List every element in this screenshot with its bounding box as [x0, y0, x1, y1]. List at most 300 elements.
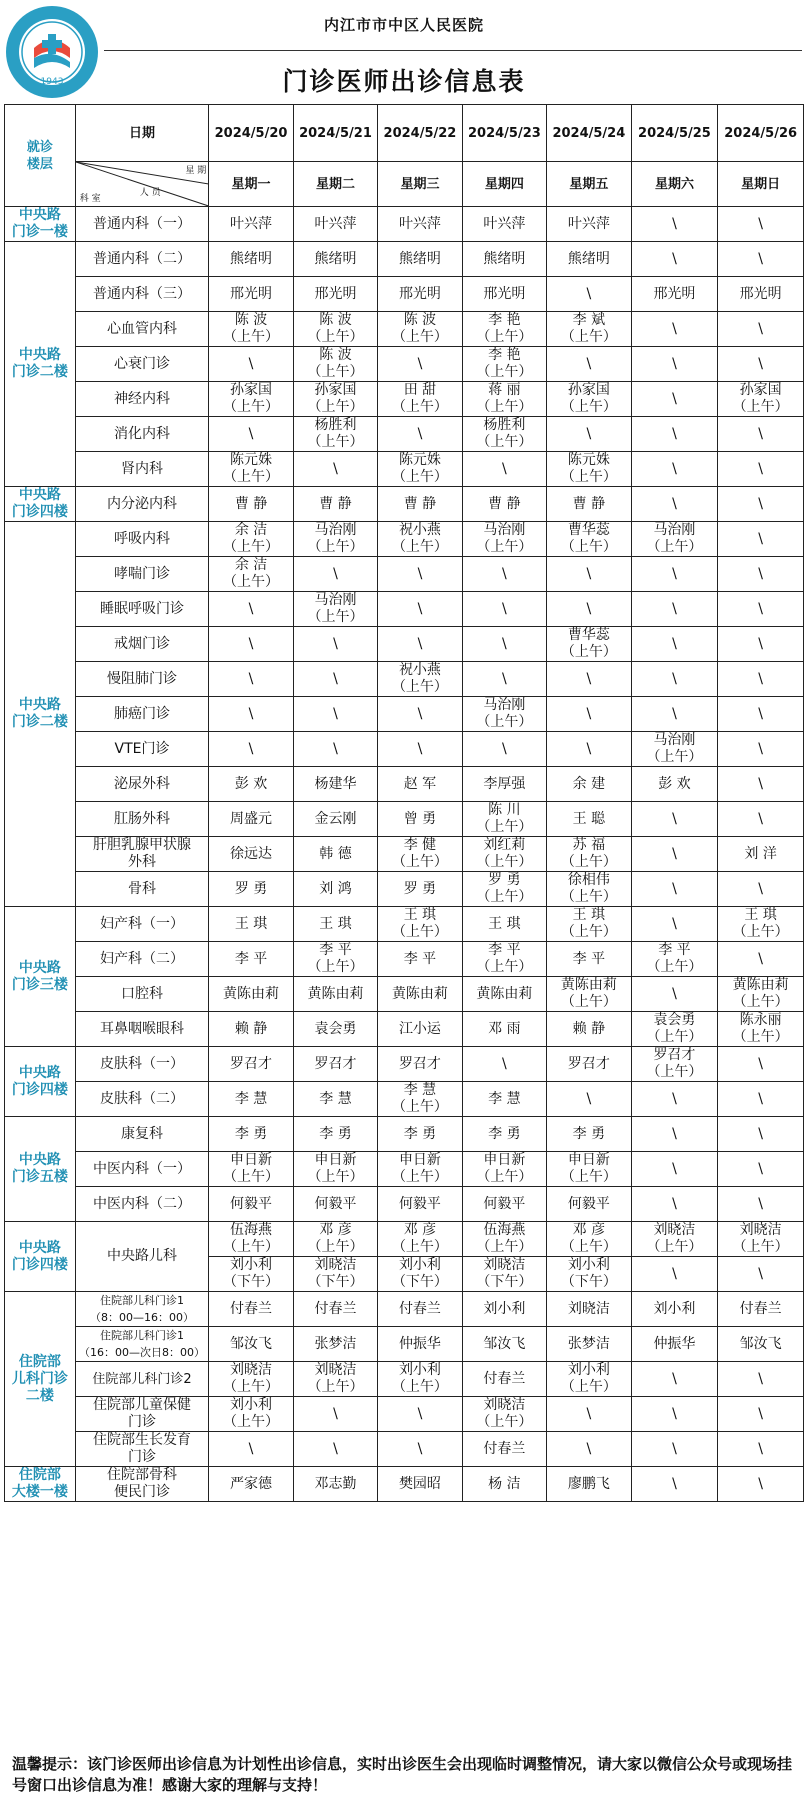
table-row [5, 1047, 804, 1082]
department-cell: 妇产科（二） [75, 942, 209, 977]
schedule-cell: 邢光明 [293, 277, 377, 312]
schedule-cell: \ [547, 277, 631, 312]
svg-text:1943: 1943 [40, 77, 64, 87]
schedule-cell: \ [378, 627, 462, 662]
schedule-cell: 付春兰 [718, 1292, 804, 1327]
date-label: 日期 [75, 105, 209, 162]
diagonal-header-cell [75, 162, 209, 207]
schedule-cell: 罗召才 （上午） [631, 1047, 718, 1082]
schedule-cell: \ [631, 907, 718, 942]
schedule-cell: 申日新 （上午） [293, 1152, 377, 1187]
schedule-cell: 邹汝飞 [462, 1327, 546, 1362]
schedule-cell: 刘小利 [631, 1292, 718, 1327]
department-cell: 骨科 [75, 872, 209, 907]
schedule-cell: 廖鹏飞 [547, 1467, 631, 1502]
schedule-cell: \ [631, 1187, 718, 1222]
schedule-cell: 孙家国 （上午） [547, 382, 631, 417]
table-row [5, 1432, 804, 1467]
schedule-cell: 申日新 （上午） [462, 1152, 546, 1187]
schedule-cell: 李厚强 [462, 767, 546, 802]
schedule-cell: 孙家国 （上午） [293, 382, 377, 417]
date-cell: 2024/5/20 [209, 105, 293, 162]
department-cell: 肾内科 [75, 452, 209, 487]
table-row [5, 487, 804, 522]
schedule-cell: \ [718, 1187, 804, 1222]
floor-column-header: 就诊 楼层 [5, 105, 76, 207]
schedule-cell: 邓 雨 [462, 1012, 546, 1047]
floor-cell: 中央路 门诊五楼 [5, 1117, 76, 1222]
schedule-body [5, 207, 804, 1502]
diag-week-label: 星 期 [185, 166, 207, 176]
table-row [5, 732, 804, 767]
schedule-cell: \ [462, 557, 546, 592]
schedule-cell: 何毅平 [547, 1187, 631, 1222]
schedule-cell: 祝小燕 （上午） [378, 522, 462, 557]
schedule-cell: \ [547, 1082, 631, 1117]
schedule-cell: 罗 勇 [378, 872, 462, 907]
schedule-cell: 李 平 （上午） [631, 942, 718, 977]
hospital-name: 内江市市中区人民医院 [323, 16, 484, 34]
schedule-cell: \ [631, 312, 718, 347]
schedule-cell: 刘晓洁 （上午） [462, 1397, 546, 1432]
floor-cell: 住院部 大楼一楼 [5, 1467, 76, 1502]
schedule-cell: 叶兴萍 [209, 207, 293, 242]
schedule-cell: 陈 波 （上午） [209, 312, 293, 347]
table-row [5, 1082, 804, 1117]
schedule-cell: 仲振华 [631, 1327, 718, 1362]
schedule-cell: 李 慧 （上午） [378, 1082, 462, 1117]
table-row [5, 1012, 804, 1047]
department-cell: 肛肠外科 [75, 802, 209, 837]
schedule-cell: \ [631, 1257, 718, 1292]
table-row [5, 417, 804, 452]
schedule-cell: \ [293, 697, 377, 732]
department-cell: 住院部儿童保健 门诊 [75, 1397, 209, 1432]
schedule-cell: \ [631, 207, 718, 242]
schedule-cell: 刘小利 （下午） [547, 1257, 631, 1292]
schedule-cell: \ [631, 242, 718, 277]
schedule-cell: 刘晓洁 （上午） [718, 1222, 804, 1257]
schedule-cell: \ [631, 872, 718, 907]
schedule-cell: 曾 勇 [378, 802, 462, 837]
schedule-cell: 付春兰 [209, 1292, 293, 1327]
schedule-cell: 黄陈由莉 （上午） [718, 977, 804, 1012]
weekday-cell: 星期日 [718, 162, 804, 207]
schedule-cell: \ [209, 732, 293, 767]
schedule-cell: 付春兰 [462, 1362, 546, 1397]
schedule-cell: \ [718, 1047, 804, 1082]
schedule-cell: 申日新 （上午） [378, 1152, 462, 1187]
schedule-cell: \ [547, 732, 631, 767]
schedule-cell: \ [631, 1117, 718, 1152]
floor-cell: 中央路 门诊二楼 [5, 522, 76, 907]
schedule-cell: 仲振华 [378, 1327, 462, 1362]
department-cell: 内分泌内科 [75, 487, 209, 522]
schedule-cell: \ [547, 697, 631, 732]
department-cell: 中医内科（二） [75, 1187, 209, 1222]
schedule-cell: 邢光明 [378, 277, 462, 312]
schedule-cell: 李 勇 [547, 1117, 631, 1152]
schedule-cell: 黄陈由莉 [462, 977, 546, 1012]
schedule-cell: 曹 静 [293, 487, 377, 522]
schedule-cell: \ [718, 942, 804, 977]
schedule-cell: \ [718, 207, 804, 242]
department-cell: 心衰门诊 [75, 347, 209, 382]
floor-cell: 中央路 门诊四楼 [5, 1222, 76, 1292]
schedule-cell: 刘小利 （上午） [209, 1397, 293, 1432]
schedule-cell: \ [631, 417, 718, 452]
schedule-cell: 叶兴萍 [547, 207, 631, 242]
date-cell: 2024/5/23 [462, 105, 546, 162]
schedule-cell: 刘 鸿 [293, 872, 377, 907]
schedule-cell: \ [718, 1467, 804, 1502]
date-cell: 2024/5/22 [378, 105, 462, 162]
schedule-cell: \ [378, 347, 462, 382]
schedule-cell: \ [378, 417, 462, 452]
page-title: 门诊医师出诊信息表 [282, 67, 526, 96]
department-cell: 中央路儿科 [75, 1222, 209, 1292]
schedule-cell: 李 勇 [462, 1117, 546, 1152]
schedule-cell: 王 琪 [293, 907, 377, 942]
table-row [5, 1152, 804, 1187]
schedule-cell: 李 健 （上午） [378, 837, 462, 872]
table-row [5, 1117, 804, 1152]
schedule-cell: 陈永丽 （上午） [718, 1012, 804, 1047]
department-cell: 耳鼻咽喉眼科 [75, 1012, 209, 1047]
schedule-cell: 赖 静 [547, 1012, 631, 1047]
schedule-cell: \ [293, 627, 377, 662]
schedule-cell: \ [209, 662, 293, 697]
schedule-cell: 袁会勇 （上午） [631, 1012, 718, 1047]
schedule-cell: 马治刚 （上午） [462, 697, 546, 732]
schedule-cell: 王 琪 （上午） [547, 907, 631, 942]
schedule-cell: 邓 彦 （上午） [293, 1222, 377, 1257]
schedule-cell: \ [631, 1397, 718, 1432]
schedule-cell: 曹 静 [378, 487, 462, 522]
schedule-cell: 马治刚 （上午） [631, 522, 718, 557]
schedule-cell: 李 艳 （上午） [462, 347, 546, 382]
schedule-cell: 余 建 [547, 767, 631, 802]
schedule-cell: 黄陈由莉 （上午） [547, 977, 631, 1012]
schedule-cell: 陈 波 （上午） [293, 312, 377, 347]
diag-person-label: 人 员 [139, 188, 161, 198]
schedule-cell: \ [631, 592, 718, 627]
schedule-cell: 王 琪 （上午） [718, 907, 804, 942]
schedule-cell: 王 琪 [462, 907, 546, 942]
schedule-cell: 韩 德 [293, 837, 377, 872]
schedule-cell: 刘晓洁 （下午） [293, 1257, 377, 1292]
schedule-cell: 罗召才 [378, 1047, 462, 1082]
schedule-cell: \ [718, 697, 804, 732]
schedule-cell: 樊园昭 [378, 1467, 462, 1502]
schedule-cell: 陈 川 （上午） [462, 802, 546, 837]
schedule-cell: 马治刚 （上午） [293, 592, 377, 627]
schedule-cell: 曹 静 [209, 487, 293, 522]
department-cell: 神经内科 [75, 382, 209, 417]
schedule-cell: \ [547, 417, 631, 452]
schedule-cell: 陈元姝 （上午） [378, 452, 462, 487]
schedule-cell: \ [718, 662, 804, 697]
schedule-cell: 付春兰 [293, 1292, 377, 1327]
schedule-cell: \ [293, 662, 377, 697]
weekday-cell: 星期三 [378, 162, 462, 207]
department-cell: 呼吸内科 [75, 522, 209, 557]
floor-cell: 中央路 门诊一楼 [5, 207, 76, 242]
schedule-cell: \ [718, 1082, 804, 1117]
schedule-cell: 刘晓洁 （上午） [631, 1222, 718, 1257]
schedule-table [4, 104, 804, 1502]
schedule-cell: 江小运 [378, 1012, 462, 1047]
schedule-cell: 邢光明 [462, 277, 546, 312]
schedule-cell: 刘小利 （下午） [209, 1257, 293, 1292]
schedule-cell: \ [631, 837, 718, 872]
schedule-cell: 刘 洋 [718, 837, 804, 872]
schedule-cell: 邢光明 [631, 277, 718, 312]
schedule-cell: 余 洁 （上午） [209, 522, 293, 557]
schedule-cell: 徐远达 [209, 837, 293, 872]
floor-cell: 住院部 儿科门诊 二楼 [5, 1292, 76, 1467]
schedule-cell: 李 斌 （上午） [547, 312, 631, 347]
schedule-cell: 田 甜 （上午） [378, 382, 462, 417]
schedule-cell: 伍海燕 （上午） [462, 1222, 546, 1257]
schedule-cell: \ [547, 1397, 631, 1432]
department-cell: 皮肤科（一） [75, 1047, 209, 1082]
department-cell: 住院部儿科门诊1 （8：00—16：00） [75, 1292, 209, 1327]
weekday-header-row [5, 162, 804, 207]
schedule-cell: 申日新 （上午） [547, 1152, 631, 1187]
table-row [5, 312, 804, 347]
schedule-cell: \ [547, 592, 631, 627]
schedule-cell: \ [718, 487, 804, 522]
schedule-cell: 王 聪 [547, 802, 631, 837]
schedule-cell: 邢光明 [718, 277, 804, 312]
department-cell: 戒烟门诊 [75, 627, 209, 662]
department-cell: 妇产科（一） [75, 907, 209, 942]
schedule-cell: 孙家国 （上午） [718, 382, 804, 417]
schedule-cell: 叶兴萍 [378, 207, 462, 242]
schedule-cell: \ [718, 312, 804, 347]
schedule-cell: 熊绪明 [462, 242, 546, 277]
table-row [5, 907, 804, 942]
schedule-cell: 熊绪明 [547, 242, 631, 277]
schedule-cell: \ [547, 662, 631, 697]
table-row [5, 452, 804, 487]
schedule-cell: \ [462, 452, 546, 487]
table-row [5, 1467, 804, 1502]
schedule-cell: \ [209, 697, 293, 732]
schedule-cell: 孙家国 （上午） [209, 382, 293, 417]
schedule-cell: 邓 彦 （上午） [547, 1222, 631, 1257]
schedule-cell: \ [718, 347, 804, 382]
schedule-cell: \ [378, 1432, 462, 1467]
schedule-cell: 黄陈由莉 [209, 977, 293, 1012]
schedule-cell: 陈元姝 （上午） [209, 452, 293, 487]
department-cell: 肺癌门诊 [75, 697, 209, 732]
schedule-cell: 蒋 丽 （上午） [462, 382, 546, 417]
schedule-cell: 罗 勇 （上午） [462, 872, 546, 907]
schedule-cell: 陈元姝 （上午） [547, 452, 631, 487]
schedule-cell: 马治刚 （上午） [631, 732, 718, 767]
schedule-cell: 刘晓洁 （上午） [209, 1362, 293, 1397]
schedule-cell: 熊绪明 [293, 242, 377, 277]
table-row [5, 1397, 804, 1432]
schedule-cell: 袁会勇 [293, 1012, 377, 1047]
table-row [5, 557, 804, 592]
schedule-cell: 李 平 （上午） [462, 942, 546, 977]
schedule-cell: \ [718, 627, 804, 662]
schedule-cell: 杨 洁 [462, 1467, 546, 1502]
schedule-cell: \ [378, 697, 462, 732]
schedule-cell: 祝小燕 （上午） [378, 662, 462, 697]
schedule-cell: \ [547, 347, 631, 382]
department-cell: 普通内科（一） [75, 207, 209, 242]
schedule-cell: 黄陈由莉 [293, 977, 377, 1012]
schedule-cell: 邹汝飞 [209, 1327, 293, 1362]
schedule-cell: 苏 福 （上午） [547, 837, 631, 872]
date-cell: 2024/5/24 [547, 105, 631, 162]
schedule-cell: 熊绪明 [378, 242, 462, 277]
department-cell: 住院部儿科门诊2 [75, 1362, 209, 1397]
schedule-cell: \ [209, 1432, 293, 1467]
schedule-cell: 徐相伟 （上午） [547, 872, 631, 907]
department-cell: 哮喘门诊 [75, 557, 209, 592]
schedule-cell: 余 洁 （上午） [209, 557, 293, 592]
schedule-cell: \ [631, 1152, 718, 1187]
schedule-cell: 刘小利 （上午） [378, 1362, 462, 1397]
table-row [5, 942, 804, 977]
schedule-cell: \ [293, 452, 377, 487]
table-row [5, 802, 804, 837]
schedule-cell: \ [718, 767, 804, 802]
table-row [5, 662, 804, 697]
schedule-cell: \ [462, 662, 546, 697]
schedule-cell: 付春兰 [462, 1432, 546, 1467]
schedule-cell: \ [718, 592, 804, 627]
department-cell: 住院部生长发育 门诊 [75, 1432, 209, 1467]
schedule-cell: \ [718, 1152, 804, 1187]
schedule-cell: 马治刚 （上午） [462, 522, 546, 557]
schedule-cell: 罗召才 [293, 1047, 377, 1082]
schedule-cell: 邹汝飞 [718, 1327, 804, 1362]
schedule-cell: 李 勇 [209, 1117, 293, 1152]
schedule-cell: 付春兰 [378, 1292, 462, 1327]
schedule-cell: \ [718, 872, 804, 907]
schedule-cell: \ [547, 1432, 631, 1467]
weekday-cell: 星期六 [631, 162, 718, 207]
floor-cell: 中央路 门诊三楼 [5, 907, 76, 1047]
schedule-cell: 严家德 [209, 1467, 293, 1502]
schedule-cell: 李 慧 [293, 1082, 377, 1117]
schedule-cell: 罗 勇 [209, 872, 293, 907]
schedule-cell: \ [293, 732, 377, 767]
schedule-cell: \ [631, 697, 718, 732]
department-cell: 普通内科（二） [75, 242, 209, 277]
schedule-cell: 罗召才 [209, 1047, 293, 1082]
table-row [5, 382, 804, 417]
schedule-cell: 伍海燕 （上午） [209, 1222, 293, 1257]
page-header [0, 0, 808, 104]
table-row [5, 1187, 804, 1222]
schedule-cell: \ [718, 452, 804, 487]
table-row [5, 767, 804, 802]
schedule-cell: \ [547, 557, 631, 592]
date-header-row [5, 105, 804, 162]
schedule-cell: 黄陈由莉 [378, 977, 462, 1012]
weekday-cell: 星期四 [462, 162, 546, 207]
schedule-cell: 李 平 [378, 942, 462, 977]
department-cell: 住院部儿科门诊1 （16：00—次日8：00） [75, 1327, 209, 1362]
department-cell: VTE门诊 [75, 732, 209, 767]
department-cell: 口腔科 [75, 977, 209, 1012]
schedule-cell: 何毅平 [293, 1187, 377, 1222]
schedule-cell: 何毅平 [378, 1187, 462, 1222]
schedule-cell: \ [631, 1082, 718, 1117]
schedule-cell: 曹华蕊 （上午） [547, 627, 631, 662]
schedule-cell: \ [462, 1047, 546, 1082]
schedule-cell: \ [718, 522, 804, 557]
schedule-cell: 张梦洁 [547, 1327, 631, 1362]
table-row [5, 1362, 804, 1397]
schedule-cell: \ [293, 1432, 377, 1467]
schedule-cell: \ [293, 557, 377, 592]
schedule-cell: \ [718, 1432, 804, 1467]
schedule-cell: \ [631, 1432, 718, 1467]
weekday-cell: 星期二 [293, 162, 377, 207]
schedule-cell: 张梦洁 [293, 1327, 377, 1362]
schedule-cell: 叶兴萍 [462, 207, 546, 242]
schedule-cell: 杨建华 [293, 767, 377, 802]
table-row [5, 522, 804, 557]
table-row [5, 872, 804, 907]
schedule-cell: \ [631, 662, 718, 697]
schedule-cell: 罗召才 [547, 1047, 631, 1082]
table-row [5, 277, 804, 312]
schedule-cell: 刘晓洁 （下午） [462, 1257, 546, 1292]
weekday-cell: 星期五 [547, 162, 631, 207]
table-row [5, 1222, 804, 1257]
schedule-cell: \ [631, 452, 718, 487]
schedule-cell: \ [209, 347, 293, 382]
schedule-cell: 李 慧 [209, 1082, 293, 1117]
schedule-cell: 熊绪明 [209, 242, 293, 277]
schedule-cell: 李 平 [209, 942, 293, 977]
department-cell: 皮肤科（二） [75, 1082, 209, 1117]
schedule-cell: 陈 波 （上午） [293, 347, 377, 382]
table-row [5, 207, 804, 242]
schedule-cell: 李 勇 [293, 1117, 377, 1152]
schedule-cell: 周盛元 [209, 802, 293, 837]
schedule-cell: 邢光明 [209, 277, 293, 312]
table-row [5, 977, 804, 1012]
schedule-cell: 刘小利 [462, 1292, 546, 1327]
schedule-cell: 叶兴萍 [293, 207, 377, 242]
notice-text: 温馨提示：该门诊医师出诊信息为计划性出诊信息，实时出诊医生会出现临时调整情况，请大家以微信公众号或现场挂号窗口出诊信息为准！感谢大家的理解与支持！ [12, 1755, 793, 1794]
schedule-cell: 杨胜利 （上午） [462, 417, 546, 452]
schedule-cell: \ [209, 592, 293, 627]
schedule-cell: 彭 欢 [631, 767, 718, 802]
schedule-cell: \ [718, 732, 804, 767]
schedule-cell: 刘小利 （下午） [378, 1257, 462, 1292]
table-row [5, 837, 804, 872]
schedule-cell: 马治刚 （上午） [293, 522, 377, 557]
schedule-cell: \ [378, 557, 462, 592]
department-cell: 康复科 [75, 1117, 209, 1152]
department-cell: 消化内科 [75, 417, 209, 452]
schedule-cell: \ [718, 1397, 804, 1432]
department-cell: 睡眠呼吸门诊 [75, 592, 209, 627]
schedule-cell: 刘小利 （上午） [547, 1362, 631, 1397]
schedule-cell: 李 平 [547, 942, 631, 977]
